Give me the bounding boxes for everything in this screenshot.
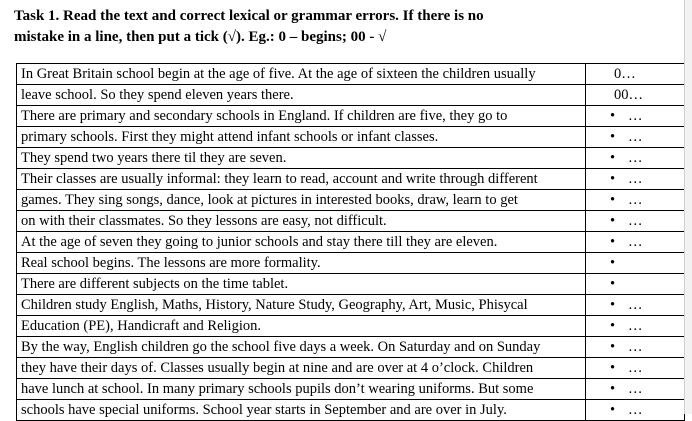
bullet-icon: • xyxy=(610,360,616,376)
bullet-icon: • xyxy=(610,339,616,355)
line-text: Education (PE), Handicraft and Religion. xyxy=(17,316,586,337)
table-row xyxy=(17,232,685,253)
answer-placeholder: … xyxy=(628,129,643,145)
bullet-icon: • xyxy=(610,171,616,187)
page-edge xyxy=(684,0,692,414)
line-text: they have their days of. Classes usually begin at nine and are over at 4 o’clock. Children xyxy=(17,358,586,379)
answer-placeholder: … xyxy=(628,213,643,229)
bullet-icon: • xyxy=(610,129,616,145)
task-instructions xyxy=(14,6,684,48)
answer-cell[interactable] xyxy=(586,400,685,421)
line-text: By the way, English children go the school five days a week. On Saturday and on Sunday xyxy=(17,337,586,358)
line-text: At the age of seven they going to junior schools and stay there till they are eleven. xyxy=(17,232,586,253)
bullet-icon: • xyxy=(610,318,616,334)
answer-cell[interactable] xyxy=(586,148,685,169)
table-row xyxy=(17,274,685,295)
answer-placeholder: … xyxy=(628,234,643,250)
table-row xyxy=(17,169,685,190)
line-text: have lunch at school. In many primary schools pupils don’t wearing uniforms. But some xyxy=(17,379,586,400)
bullet-icon: • xyxy=(610,192,616,208)
table-row xyxy=(17,316,685,337)
answer-placeholder: … xyxy=(628,360,643,376)
answer-placeholder: … xyxy=(628,318,643,334)
line-text: leave school. So they spend eleven years there. xyxy=(17,85,586,106)
table-row xyxy=(17,400,685,421)
table-row xyxy=(17,295,685,316)
answer-cell[interactable] xyxy=(586,127,685,148)
answer-cell[interactable] xyxy=(586,337,685,358)
answer-placeholder: … xyxy=(628,339,643,355)
table-row xyxy=(17,337,685,358)
line-text: Real school begins. The lessons are more formality. xyxy=(17,253,586,274)
line-text: They spend two years there til they are seven. xyxy=(17,148,586,169)
exercise-table xyxy=(16,63,685,421)
answer-cell[interactable] xyxy=(586,106,685,127)
answer-cell[interactable] xyxy=(586,169,685,190)
table-row xyxy=(17,85,685,106)
line-text: on with their classmates. So they lessons are easy, not difficult. xyxy=(17,211,586,232)
table-row xyxy=(17,190,685,211)
answer-cell[interactable] xyxy=(586,190,685,211)
answer-placeholder: … xyxy=(628,192,643,208)
bullet-icon: • xyxy=(610,255,616,271)
table-row xyxy=(17,64,685,85)
answer-placeholder: … xyxy=(628,402,643,418)
table-row xyxy=(17,106,685,127)
table-row xyxy=(17,379,685,400)
answer-cell[interactable] xyxy=(586,253,685,274)
answer-cell[interactable] xyxy=(586,274,685,295)
line-text: Children study English, Maths, History, Nature Study, Geography, Art, Music, Phisycal xyxy=(17,295,586,316)
task-line-2: mistake in a line, then put a tick (√). Eg.: 0 – begins; 00 - √ xyxy=(14,29,387,45)
answer-cell[interactable] xyxy=(586,295,685,316)
answer-cell[interactable] xyxy=(586,232,685,253)
answer-cell[interactable] xyxy=(586,358,685,379)
task-line-1: Task 1. Read the text and correct lexical or grammar errors. If there is no xyxy=(14,8,484,24)
answer-placeholder: … xyxy=(628,108,643,124)
table-row xyxy=(17,127,685,148)
answer-cell[interactable] xyxy=(586,85,685,106)
answer-placeholder: … xyxy=(628,297,643,313)
line-text: schools have special uniforms. School year starts in September and are over in July. xyxy=(17,400,586,421)
line-text: In Great Britain school begin at the age of five. At the age of sixteen the children usually xyxy=(17,64,586,85)
line-text: There are primary and secondary schools in England. If children are five, they go to xyxy=(17,106,586,127)
answer-placeholder: … xyxy=(628,171,643,187)
bullet-icon: • xyxy=(610,297,616,313)
answer-placeholder: 0… xyxy=(614,66,636,82)
answer-placeholder: … xyxy=(628,150,643,166)
bullet-icon: • xyxy=(610,213,616,229)
line-text: There are different subjects on the time tablet. xyxy=(17,274,586,295)
bullet-icon: • xyxy=(610,402,616,418)
answer-placeholder: … xyxy=(628,381,643,397)
answer-cell[interactable] xyxy=(586,211,685,232)
table-row xyxy=(17,148,685,169)
table-row xyxy=(17,253,685,274)
bullet-icon: • xyxy=(610,108,616,124)
line-text: Their classes are usually informal: they learn to read, account and write through different xyxy=(17,169,586,190)
bullet-icon: • xyxy=(610,234,616,250)
answer-cell[interactable] xyxy=(586,64,685,85)
line-text: primary schools. First they might attend infant schools or infant classes. xyxy=(17,127,586,148)
bullet-icon: • xyxy=(610,276,616,292)
answer-placeholder: 00… xyxy=(614,87,643,103)
table-row xyxy=(17,358,685,379)
bullet-icon: • xyxy=(610,381,616,397)
answer-cell[interactable] xyxy=(586,316,685,337)
bullet-icon: • xyxy=(610,150,616,166)
table-row xyxy=(17,211,685,232)
line-text: games. They sing songs, dance, look at pictures in interested books, draw, learn to get xyxy=(17,190,586,211)
answer-cell[interactable] xyxy=(586,379,685,400)
